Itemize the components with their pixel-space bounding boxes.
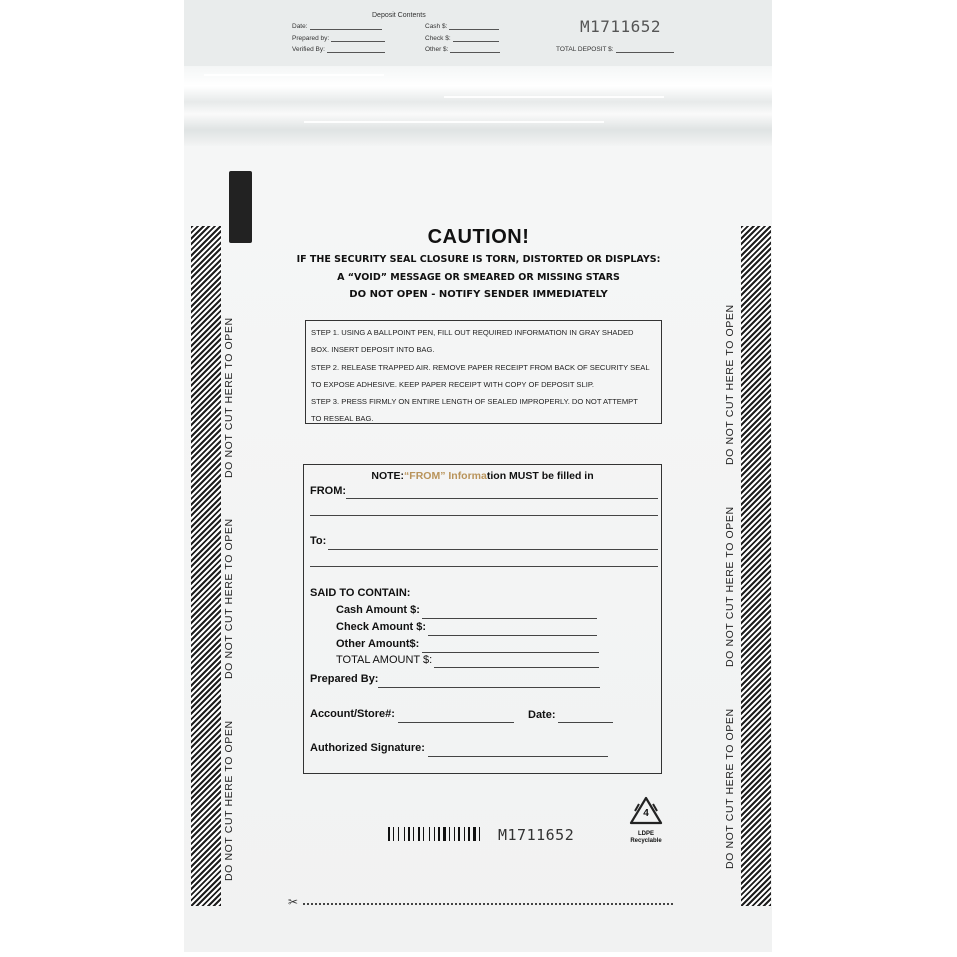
side-text-right-1: DO NOT CUT HERE TO OPEN: [724, 304, 736, 465]
authorized-signature-label: Authorized Signature:: [310, 742, 425, 754]
header-cash-label: Cash $:: [425, 23, 448, 30]
serial-number-top: M1711652: [580, 17, 662, 36]
step-line: STEP 2. RELEASE TRAPPED AIR. REMOVE PAPER RECEIPT FROM BACK OF SECURITY SEAL: [311, 362, 650, 372]
cash-amount-label: Cash Amount $:: [336, 604, 420, 616]
header-check-field: [425, 35, 499, 42]
barcode-bar: [479, 827, 480, 841]
header-strip: [184, 0, 772, 66]
barcode-bar: [388, 827, 390, 841]
barcode-bar: [449, 827, 450, 841]
header-cash-field: [425, 23, 499, 30]
header-other-label: Other $:: [425, 46, 449, 53]
to-field[interactable]: [328, 549, 658, 550]
note-suffix: tion MUST be filled in: [486, 470, 594, 482]
barcode-bar: [418, 827, 420, 841]
barcode-bar: [454, 827, 455, 841]
form-note: [304, 470, 661, 482]
step-line: TO EXPOSE ADHESIVE. KEEP PAPER RECEIPT WITH COPY OF DEPOSIT SLIP.: [311, 379, 595, 389]
caution-line-2: A “VOID” MESSAGE OR SMEARED OR MISSING STARS: [337, 272, 620, 283]
barcode-bar: [473, 827, 476, 841]
caution-line-1: IF THE SECURITY SEAL CLOSURE IS TORN, DISTORTED OR DISPLAYS:: [296, 254, 661, 265]
barcode-bar: [408, 827, 410, 841]
cut-line: [303, 903, 673, 905]
to-label: To:: [310, 535, 327, 547]
barcode-bar: [443, 827, 446, 841]
header-total-label: TOTAL DEPOSIT $:: [556, 46, 614, 53]
cash-amount-field[interactable]: [422, 618, 597, 619]
other-amount-field[interactable]: [422, 652, 599, 653]
prepared-by-label: Prepared By:: [310, 673, 379, 685]
header-other-field: [425, 46, 500, 53]
side-text-left-2: DO NOT CUT HERE TO OPEN: [223, 518, 235, 679]
caution-title: CAUTION!: [427, 226, 530, 248]
step-line: STEP 3. PRESS FIRMLY ON ENTIRE LENGTH OF SEALED IMPROPERLY. DO NOT ATTEMPT: [311, 397, 638, 407]
barcode-bar: [438, 827, 440, 841]
side-text-left-3: DO NOT CUT HERE TO OPEN: [223, 720, 235, 881]
left-hatch-strip: [191, 226, 221, 906]
barcode-bar: [429, 827, 430, 841]
step-line: BOX. INSERT DEPOSIT INTO BAG.: [311, 345, 435, 355]
barcode-bar: [464, 827, 465, 841]
check-amount-field[interactable]: [428, 635, 597, 636]
barcode-bar: [434, 827, 435, 841]
header-total-field: [556, 46, 674, 53]
recycle-label: Recyclable: [630, 838, 662, 844]
header-verified-label: Verified By:: [292, 46, 325, 53]
barcode: [388, 827, 493, 845]
said-to-contain-label: SAID TO CONTAIN:: [310, 587, 411, 599]
to-field-2[interactable]: [310, 566, 658, 567]
deposit-form: [303, 464, 662, 774]
header-check-label: Check $:: [425, 35, 451, 42]
recycle-icon: [626, 796, 666, 848]
note-prefix: NOTE:: [371, 470, 405, 482]
prepared-by-field[interactable]: [378, 687, 600, 688]
serial-number-bottom: M1711652: [498, 826, 575, 844]
side-text-left-1: DO NOT CUT HERE TO OPEN: [223, 317, 235, 478]
date-field[interactable]: [558, 722, 613, 723]
side-text-right-2: DO NOT CUT HERE TO OPEN: [724, 506, 736, 667]
total-amount-field[interactable]: [434, 667, 599, 668]
account-store-label: Account/Store#:: [310, 708, 395, 720]
barcode-bar: [393, 827, 394, 841]
authorized-signature-field[interactable]: [428, 756, 608, 757]
security-seal-band: [184, 66, 772, 146]
barcode-bar: [468, 827, 470, 841]
deposit-contents-label: Deposit Contents: [372, 12, 426, 19]
from-field-2[interactable]: [310, 515, 658, 516]
scissors-icon: ✂: [288, 895, 299, 909]
header-date-label: Date:: [292, 23, 308, 30]
header-prepared-label: Prepared by:: [292, 35, 330, 42]
from-field[interactable]: [346, 498, 658, 499]
barcode-bar: [398, 827, 399, 841]
barcode-bar: [404, 827, 405, 841]
date-label: Date:: [528, 709, 556, 721]
side-text-right-3: DO NOT CUT HERE TO OPEN: [724, 708, 736, 869]
recycle-code: 4: [643, 808, 649, 819]
check-amount-label: Check Amount $:: [336, 621, 427, 633]
caution-line-3: DO NOT OPEN - NOTIFY SENDER IMMEDIATELY: [349, 289, 608, 300]
header-date-field: [292, 23, 382, 30]
other-amount-label: Other Amount$:: [336, 638, 420, 650]
right-hatch-strip: [741, 226, 771, 906]
from-label: FROM:: [310, 485, 347, 497]
header-prepared-field: [292, 35, 385, 42]
recycle-material: LDPE: [637, 831, 654, 837]
barcode-bar: [458, 827, 460, 841]
total-amount-label: TOTAL AMOUNT $:: [336, 654, 433, 666]
step-line: TO RESEAL BAG.: [311, 414, 374, 424]
instructions-box: [305, 320, 662, 424]
account-store-field[interactable]: [398, 722, 514, 723]
note-highlight: “FROM” Informa: [404, 470, 487, 482]
step-line: STEP 1. USING A BALLPOINT PEN, FILL OUT REQUIRED INFORMATION IN GRAY SHADED: [311, 328, 634, 337]
barcode-bar: [423, 827, 424, 841]
barcode-bar: [413, 827, 414, 841]
header-verified-field: [292, 46, 385, 53]
